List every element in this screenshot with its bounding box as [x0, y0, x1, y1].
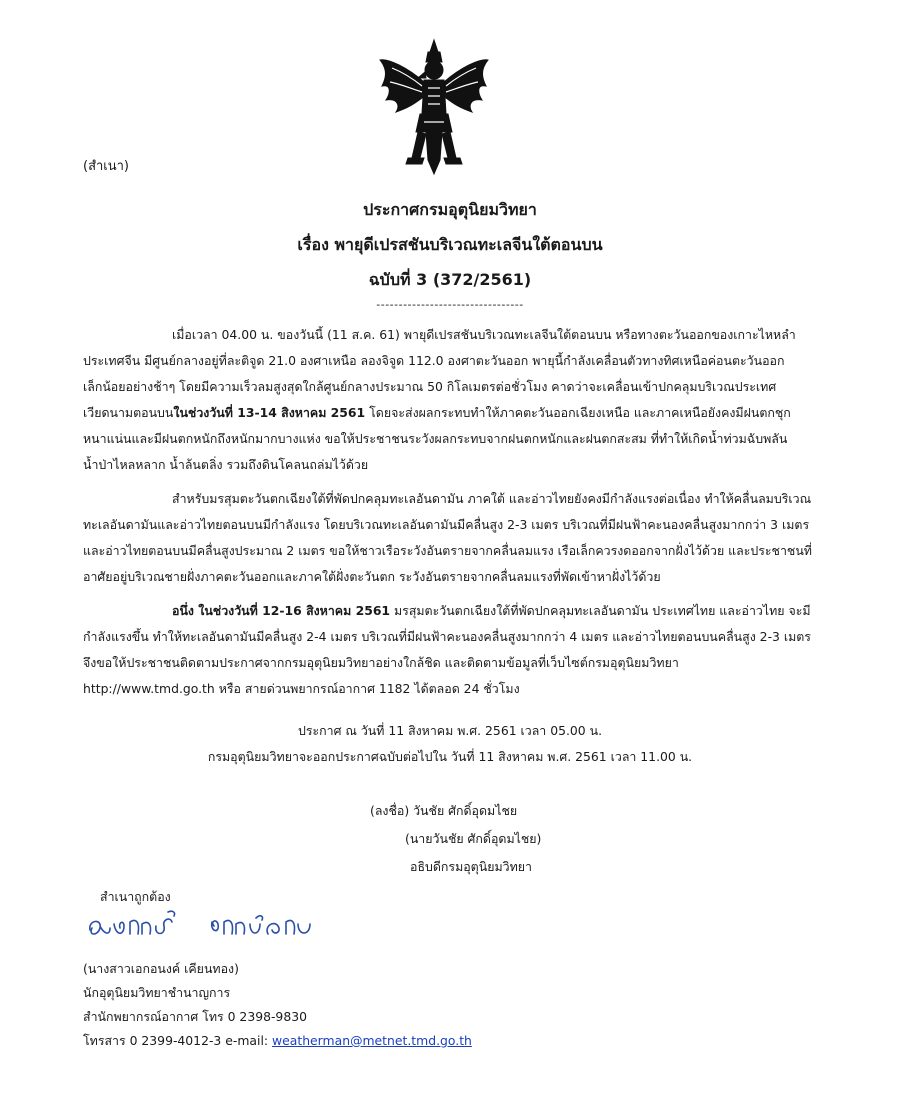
para3-line3: จึงขอให้ประชาชนติดตามประกาศจากกรมอุตุนิยมวิทยาอย่างใกล้ชิด และติดตามข้อมูลที่เว็บไซต์กรมอุตุนิยมวิทยา [83, 655, 679, 670]
para3-line1 [172, 602, 811, 620]
handwritten-signature [84, 900, 324, 948]
signer-title: อธิบดีกรมอุตุนิยมวิทยา [410, 859, 532, 874]
para3-date-range: อนึ่ง ในช่วงวันที่ 12-16 สิงหาคม 2561 [172, 603, 391, 618]
para1-line1: เมื่อเวลา 04.00 น. ของวันนี้ (11 ส.ค. 61) พายุดีเปรสชันบริเวณทะเลจีนใต้ตอนบน หรือทางตะวันออกของเกาะไหหลำ [172, 327, 796, 342]
para1-line3: เล็กน้อยอย่างช้าๆ โดยมีความเร็วลมสูงสุดใกล้ศูนย์กลางประมาณ 50 กิโลเมตรต่อชั่วโมง คาดว่าจะเคลื่อนเข้าปกคลุมบริเวณประเทศ [83, 379, 777, 394]
certifier-name: (นางสาวเอกอนงค์ เคียนทอง) [83, 961, 239, 976]
para2-line1: สำหรับมรสุมตะวันตกเฉียงใต้ที่พัดปกคลุมทะเลอันดามัน ภาคใต้ และอ่าวไทยยังคงมีกำลังแรงต่อเนื่อง ทำให้คลื่นลมบริเวณ [172, 491, 812, 506]
para1-line2: ประเทศจีน มีศูนย์กลางอยู่ที่ละติจูด 21.0 องศาเหนือ ลองจิจูด 112.0 องศาตะวันออก พายุนี้กำลังเคลื่อนตัวทางทิศเหนือค่อนตะวันออก [83, 353, 785, 368]
issue-number: ฉบับที่ 3 (372/2561) [368, 270, 532, 289]
separator-line: --------------------------------- [376, 298, 524, 311]
para1-line4-start: เวียดนามตอนบน [83, 405, 174, 420]
para2-line4: อาศัยอยู่บริเวณชายฝั่งภาคตะวันออกและภาคใต้ฝั่งตะวันตก ระวังอันตรายจากคลื่นลมแรงที่พัดเข้าหาฝั่งไว้ด้วย [83, 569, 661, 584]
signer-name: (นายวันชัย ศักดิ์อุดมไชย) [405, 831, 542, 846]
para2-line3: และอ่าวไทยตอนบนมีคลื่นสูงประมาณ 2 เมตร ขอให้ชาวเรือระวังอันตรายจากคลื่นลมแรง เรือเล็กควรงดออกจากฝั่งไว้ด้วย และประชาชนที่ [83, 543, 812, 558]
para1-line5: หนาแน่นและมีฝนตกหนักถึงหนักมากบางแห่ง ขอให้ประชาชนระวังผลกระทบจากฝนตกหนักและฝนตกสะสม ที่ทำให้เกิดน้ำท่วมฉับพลัน [83, 431, 788, 446]
document-title: ประกาศกรมอุตุนิยมวิทยา [363, 200, 537, 219]
certifier-title: นักอุตุนิยมวิทยาชำนาญการ [83, 985, 231, 1000]
document-subject: เรื่อง พายุดีเปรสชันบริเวณทะเลจีนใต้ตอนบน [297, 235, 603, 254]
para1-date-range: ในช่วงวันที่ 13-14 สิงหาคม 2561 [173, 405, 366, 420]
para1-line4-end: โดยจะส่งผลกระทบทำให้ภาคตะวันออกเฉียงเหนือ และภาคเหนือยังคงมีฝนตกชุก [365, 405, 791, 420]
garuda-emblem-icon [378, 38, 490, 176]
next-issue-notice: กรมอุตุนิยมวิทยาจะออกประกาศฉบับต่อไปใน วันที่ 11 สิงหาคม พ.ศ. 2561 เวลา 11.00 น. [207, 749, 693, 764]
signed-by: (ลงชื่อ) วันชัย ศักดิ์อุดมไชย [370, 803, 518, 818]
para1-line6: น้ำป่าไหลหลาก น้ำล้นตลิ่ง รวมถึงดินโคลนถล่มไว้ด้วย [83, 457, 369, 472]
office-contact: สำนักพยากรณ์อากาศ โทร 0 2398-9830 [83, 1009, 307, 1024]
fax-email-label: โทรสาร 0 2399-4012-3 e-mail: [83, 1033, 272, 1048]
para3-line2: กำลังแรงขึ้น ทำให้ทะเลอันดามันมีคลื่นสูง 2-4 เมตร บริเวณที่มีฝนฟ้าคะนองคลื่นสูงมากกว่า 4 เมตร และอ่าวไทยตอนบนคลื่นสูง 2-3 เมตร [83, 629, 811, 644]
para1-line4 [83, 404, 791, 422]
certified-label: สำเนาถูกต้อง [100, 889, 171, 904]
email-link[interactable]: weatherman@metnet.tmd.go.th [272, 1033, 472, 1048]
para2-line2: ทะเลอันดามันและอ่าวไทยตอนบนมีกำลังแรง โดยบริเวณทะเลอันดามันมีคลื่นสูง 2-3 เมตร บริเวณที่มีฝนฟ้าคะนองคลื่นสูงมากกว่า 3 เมตร [83, 517, 810, 532]
para3-line4: http://www.tmd.go.th หรือ สายด่วนพยากรณ์อากาศ 1182 ได้ตลอด 24 ชั่วโมง [83, 681, 520, 696]
announce-date: ประกาศ ณ วันที่ 11 สิงหาคม พ.ศ. 2561 เวลา 05.00 น. [297, 723, 603, 738]
fax-contact [83, 1032, 472, 1051]
copy-mark: (สำเนา) [83, 159, 130, 174]
para3-line1-end: มรสุมตะวันตกเฉียงใต้ที่พัดปกคลุมทะเลอันดามัน ประเทศไทย และอ่าวไทย จะมี [390, 603, 811, 618]
